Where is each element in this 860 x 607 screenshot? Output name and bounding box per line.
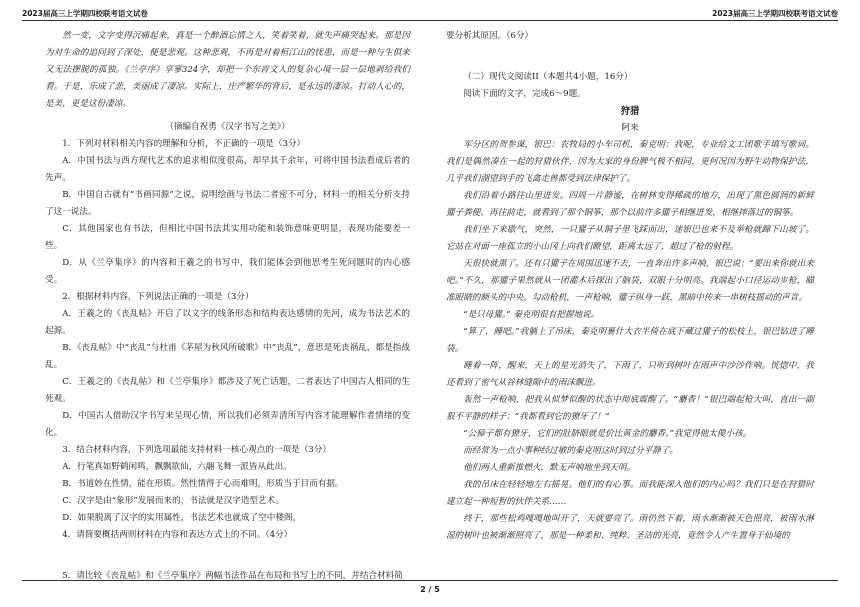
header-right-title: 2023届高三上学期四校联考语文试卷 [712, 9, 838, 18]
page-number: 2 / 5 [420, 585, 440, 594]
header-divider [22, 20, 838, 21]
story-paragraph: 天很快就黑了。还有只獾子在周围迅速不去，一直奔出许多声响，银巴说：“要出来你就出来吧。”不久，那獾子果然就从一团灌木后探出了脑袋，双眼十分明亮。我端起小口径运动步枪，瞄准眼睛的额头的中央。勾动枪机，一声枪响，獾子纵身一跃，黑暗中传来一串树枝摇动的声音。 [446, 259, 814, 303]
story-author: 阿来 [621, 123, 639, 133]
question-2-option-c: C．王羲之的《丧乱帖》和《兰亭集序》都涉及了死亡话题，二者表达了中国古人相同的生死观。 [45, 377, 410, 404]
question-3-stem: 3．结合材料内容，下列选项最能支持材料一核心观点的一项是（3分） [62, 445, 331, 455]
right-column [446, 28, 814, 545]
question-3-option-d: D．如果脱离了汉字的实用属性，书法艺术也就成了空中楼阁。 [62, 513, 302, 523]
story-paragraph: 我的吊床在轻轻地左右摇晃。他们的有心事。而我能深入他们的内心吗？我们只是在狩猎时建立起一种短暂的伙伴关系…… [446, 480, 814, 507]
question-1-option-b: B．中国自古就有“书画同源”之说，说明绘画与书法二者密不可分，材料一的相关分析支持了这一说法。 [45, 190, 410, 217]
story-paragraph: “算了，睡吧。”我躺上了吊床，秦克明裹什大衣半倚在底下藏过獾子的松枝上，银巴钻进了睡袋。 [446, 327, 814, 354]
section-heading: （二）现代文阅读II（本题共4小题，16分） [463, 72, 633, 82]
question-2-option-d: D．中国古人借助汉字书写来呈现心情，所以我们必须弄清所写内容才能理解作者情绪的变化。 [45, 411, 410, 438]
question-1-stem: 1．下列对材料相关内容的理解和分析，不正确的一项是（3分） [62, 139, 306, 149]
story-paragraph: 终于，那些松鸡嘎嘎地叫开了，天就要亮了。雨仍然下着，雨水渐渐被天色照亮，被雨水淋湿的树叶也被渐渐照亮了，那是一种柔和、纯粹、圣洁的光亮，竟然令人产生置身于仙境的 [446, 514, 814, 541]
question-1-option-c: C．其他国家也有书法，但相比中国书法其实用功能和装饰意味更明显，表现功能要差一些。 [45, 224, 410, 251]
story-paragraph: 轰然一声枪响，把我从似梦似醒的状态中彻底震醒了。“麝香！”银巴端起枪大叫，直出一副狠不平静的样子：“我都看到它的獠牙了！” [446, 395, 814, 422]
question-2-stem: 2．根据材料内容，下列说法正确的一项是（3分） [62, 292, 254, 302]
question-5-stem: 5．请比较《丧乱帖》和《兰亭集序》两幅书法作品在布局和书写上的不同，并结合材料简 [62, 571, 403, 581]
story-paragraph: 我们坐下来歇气，突然，一只獾子从铜子里飞踩而出，迷银巴也来不及举枪就蹿下山坡了。它站在对面一座孤立的小山冈上向我们瞭望，距离太远了，超过了枪的射程。 [446, 225, 814, 252]
question-2-option-a: A．王羲之的《丧乱帖》开启了以文字的线条形态和结构表达感情的先河，成为书法艺术的起源。 [45, 309, 410, 336]
question-3-option-a: A．行笔真如野鹤闲鸣，飘飘欲仙，六翮飞舞一派皆从此出。 [62, 462, 292, 472]
question-3-option-b: B．书道妙在性情，能在形质。然性情得于心而难明，形质当于目而有据。 [62, 479, 344, 489]
essay-tail-paragraph: 然一变，文字变得沉痛起来，真是一个醉酒忘情之人，笑着笑着，就失声痛哭起来。那是因为对生命的追问到了深处，便是悲观。这种悲观，不再是对着桓江山的忧患，而是一种与生俱来又无法摆脱的孤独。《兰亭序》享寥324字，却把一个东晋文人的复杂心境一层一层地剥给我们看。于是，乐成了悲，美丽成了凄凉。实际上，庄严繁华的背后，是永远的凄凉。打动人心的，是美，更是这份凄凉。 [45, 31, 410, 109]
header-left-title: 2023届高三上学期四校联考语文试卷 [22, 9, 148, 18]
story-paragraph: 睡着一阵，醒来，天上的星光消失了，下雨了，只听到树叶在雨声中沙沙作响。恍惚中，我还看到了密气从谷林缝隙中的雨沫飘进。 [446, 361, 814, 388]
question-2-option-b: B．《丧乱帖》中“丧乱”与杜甫《茅屋为秋风所破歌》中“丧乱”，意思是死丧祸乱，都是指战乱。 [45, 343, 410, 370]
question-1-option-a: A．中国书法与西方现代艺术的追求相似度很高，却早其千余年，可将中国书法看成后者的先声。 [45, 156, 410, 183]
story-paragraph: 他们两人重新推燃火，默无声响地坐到天明。 [463, 463, 636, 473]
question-3-option-c: C．汉字是由“象形”发展而来的，书法就是汉字造型艺术。 [62, 496, 284, 506]
story-paragraph: 军分区的贺参谋，银巴：农牧局的小车司机，秦克明：我呢，专业给文工团歌手填写歌词。我们是偶然凑在一起的狩猎伙伴，因为大家的身份脾气极不相同，更何况因为野生动物保护法，几乎我们湖望到手的飞禽走兽都受到法律保护了。 [446, 140, 814, 184]
reading-instruction: 阅读下面的文字，完成6～9题。 [463, 89, 586, 99]
story-paragraph: “是只母獾。” 秦克明很有把握地说。 [463, 310, 600, 320]
question-4-stem: 4．请简要概括两则材料在内容和表达方式上的不同。（4分） [62, 530, 293, 540]
question-5-continuation: 要分析其原因。（6分） [446, 31, 534, 41]
excerpt-source-note: （摘编自祝勇《汉字书写之美》） [165, 122, 290, 132]
footer-divider [22, 580, 838, 581]
left-column [45, 28, 410, 585]
question-1-option-d: D．从《兰亭集序》的内容和王羲之的书写中，我们能体会到他思考生死问题时的内心感受。 [45, 258, 410, 285]
story-paragraph: 我们沿着小路往山里进发。四周一片静谧，在树林变得稀疏的地方，出现了黑色圆润的新鲜獾子粪便。再往前走，就看到了那个铜筝，那个以前许多獾子相继进发，相继摔落过的铜筝。 [446, 191, 814, 218]
story-paragraph: “公獐子都有獠牙，它们的肚脐眼就是价比黄金的麝香。”我觉得他太傻小孩。 [463, 429, 752, 439]
story-paragraph: 而经常为一点小事种经过敏的秦克明这时到过分平静了。 [463, 446, 679, 456]
story-title: 狩猎 [620, 106, 640, 117]
